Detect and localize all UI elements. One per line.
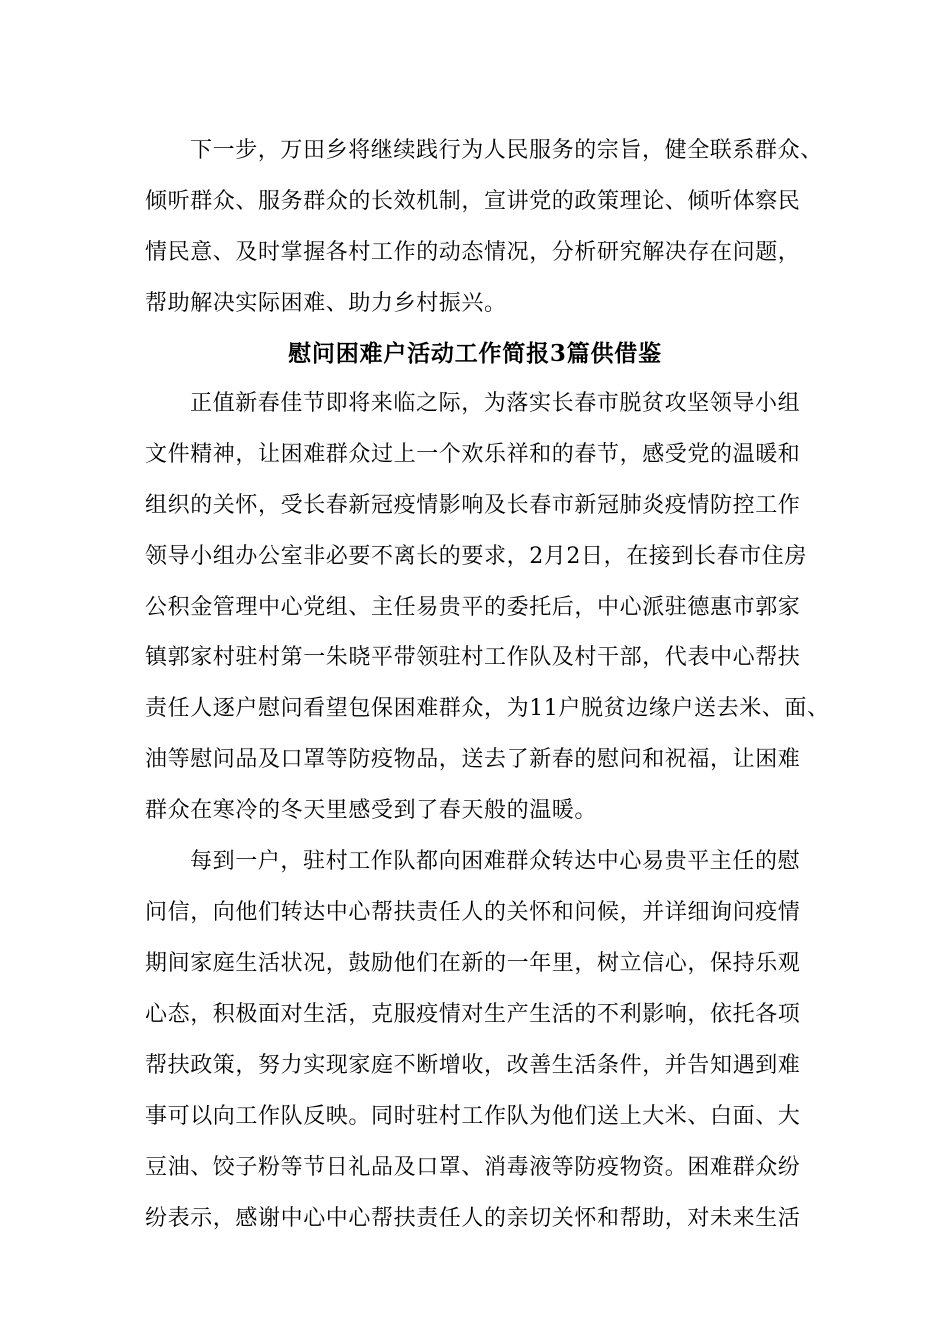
paragraph-line: 群众在寒冷的冬天里感受到了春天般的温暖。 (145, 798, 598, 823)
paragraph-line: 组织的关怀，受长春新冠疫情影响及长春市新冠肺炎疫情防控工作 (145, 493, 801, 518)
paragraph-line: 领导小组办公室非必要不离长的要求，2月2日，在接到长春市住房 (145, 544, 807, 569)
paragraph-line: 正值新春佳节即将来临之际，为落实长春市脱贫攻坚领导小组 (190, 391, 801, 416)
document-heading: 慰问困难户活动工作简报3篇供借鉴 (288, 340, 662, 367)
paragraph-line: 事可以向工作队反映。同时驻村工作队为他们送上大米、白面、大 (145, 1104, 801, 1129)
paragraph-line: 下一步，万田乡将继续践行为人民服务的宗旨，健全联系群众、 (190, 138, 823, 163)
paragraph-line: 倾听群众、服务群众的长效机制，宣讲党的政策理论、倾听体察民 (145, 189, 801, 214)
paragraph-line: 豆油、饺子粉等节日礼品及口罩、消毒液等防疫物资。困难群众纷 (145, 1155, 801, 1180)
paragraph-line: 每到一户，驻村工作队都向困难群众转达中心易贵平主任的慰 (190, 849, 801, 874)
paragraph-line: 文件精神，让困难群众过上一个欢乐祥和的春节，感受党的温暖和 (145, 442, 801, 467)
paragraph-line: 帮扶政策，努力实现家庭不断增收，改善生活条件，并告知遇到难 (145, 1053, 801, 1078)
paragraph-line: 情民意、及时掌握各村工作的动态情况，分析研究解决存在问题， (145, 240, 801, 265)
paragraph-line: 期间家庭生活状况，鼓励他们在新的一年里，树立信心，保持乐观 (145, 951, 801, 976)
paragraph-line: 镇郭家村驻村第一朱晓平带领驻村工作队及村干部，代表中心帮扶 (145, 645, 801, 670)
paragraph-line: 责任人逐户慰问看望包保困难群众，为11户脱贫边缘户送去米、面、 (145, 696, 830, 721)
paragraph-line: 纷表示，感谢中心中心帮扶责任人的亲切关怀和帮助，对未来生活 (145, 1206, 801, 1231)
paragraph-line: 问信，向他们转达中心帮扶责任人的关怀和问候，并详细询问疫情 (145, 900, 801, 925)
paragraph-line: 帮助解决实际困难、助力乡村振兴。 (145, 291, 507, 316)
paragraph-line: 油等慰问品及口罩等防疫物品，送去了新春的慰问和祝福，让困难 (145, 747, 801, 772)
paragraph-line: 公积金管理中心党组、主任易贵平的委托后，中心派驻德惠市郭家 (145, 595, 801, 620)
paragraph-line: 心态，积极面对生活，克服疫情对生产生活的不利影响，依托各项 (145, 1002, 801, 1027)
